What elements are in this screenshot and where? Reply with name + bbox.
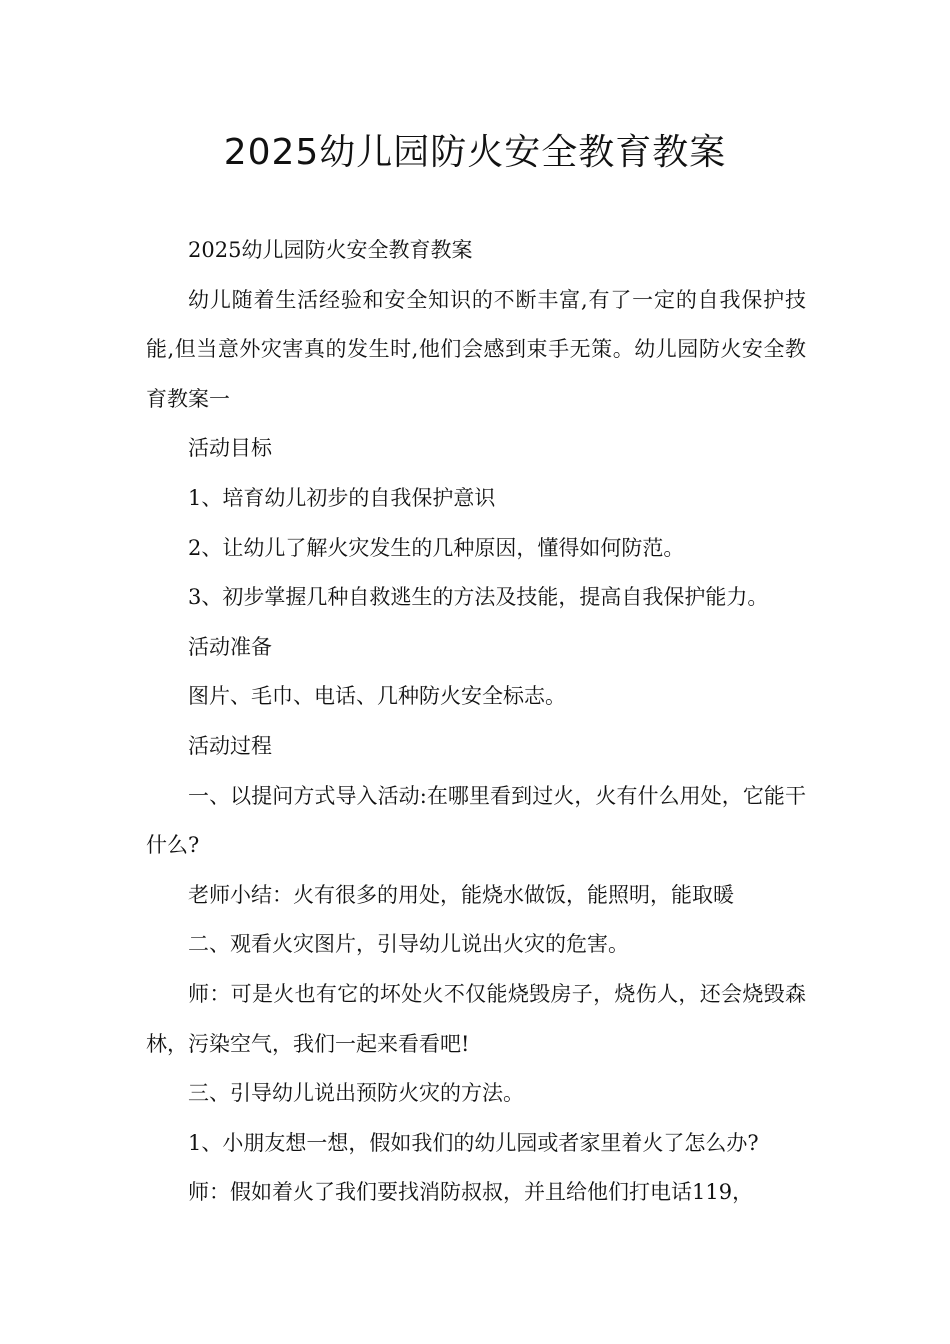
- heading-activity-process: 活动过程: [188, 733, 272, 758]
- paragraph-intro: 幼儿随着生活经验和安全知识的不断丰富,有了一定的自我保护技能,但当意外灾害真的发生时,他们会感到束手无策。幼儿园防火安全教育教案一: [146, 287, 806, 411]
- preparation-materials: 图片、毛巾、电话、几种防火安全标志。: [188, 684, 566, 709]
- process-step-2: 二、观看火灾图片，引导幼儿说出火灾的危害。: [188, 932, 629, 957]
- goal-item-3: 3、初步掌握几种自救逃生的方法及技能，提高自我保护能力。: [188, 585, 769, 610]
- paragraph-subtitle: 2025幼儿园防火安全教育教案: [188, 238, 473, 262]
- document-body: [146, 226, 806, 1218]
- heading-activity-preparation: 活动准备: [188, 634, 272, 659]
- goal-item-1: 1、培育幼儿初步的自我保护意识: [188, 485, 496, 510]
- process-step-3: 三、引导幼儿说出预防火灾的方法。: [188, 1081, 524, 1106]
- teacher-remark-hazards: 师：可是火也有它的坏处火不仅能烧毁房子，烧伤人，还会烧毁森林，污染空气，我们一起来看看吧!: [146, 981, 806, 1056]
- teacher-remark-firefighters: 师：假如着火了我们要找消防叔叔，并且给他们打电话119，: [188, 1180, 754, 1205]
- document-title: 2025幼儿园防火安全教育教案: [223, 132, 727, 173]
- goal-item-2: 2、让幼儿了解火灾发生的几种原因，懂得如何防范。: [188, 535, 685, 560]
- question-item-1: 1、小朋友想一想，假如我们的幼儿园或者家里着火了怎么办?: [188, 1130, 759, 1155]
- heading-activity-goals: 活动目标: [188, 436, 272, 461]
- process-step-1: 一、以提问方式导入活动:在哪里看到过火，火有什么用处，它能干什么?: [146, 783, 806, 858]
- teacher-summary: 老师小结：火有很多的用处，能烧水做饭，能照明，能取暖: [188, 882, 734, 907]
